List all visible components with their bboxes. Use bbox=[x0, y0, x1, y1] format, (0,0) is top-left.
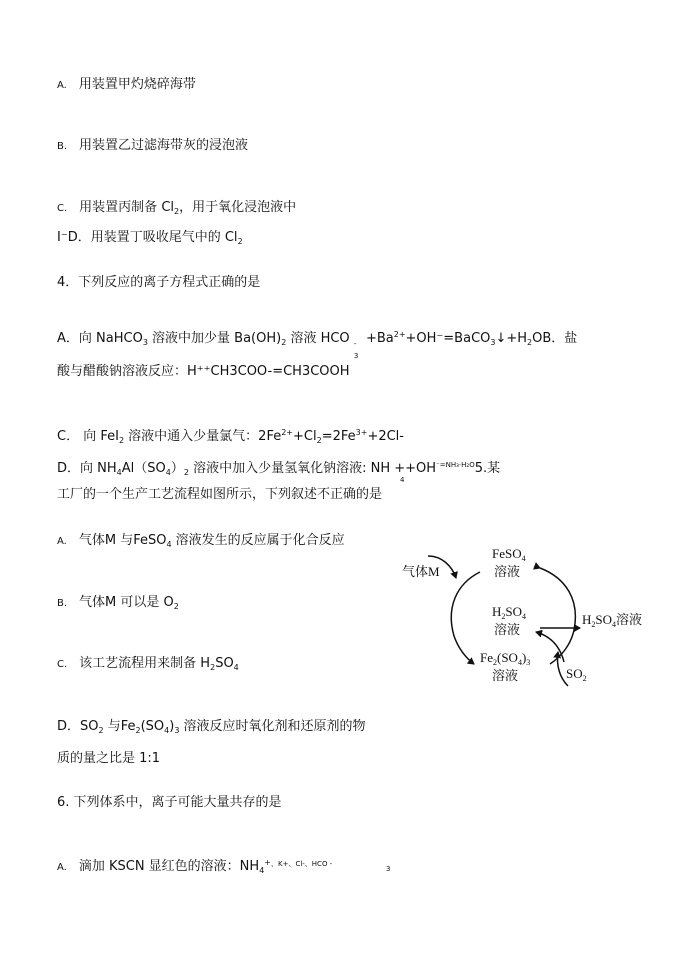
text: 溶液 HCO bbox=[286, 331, 350, 346]
question-4-stem: 4．下列反应的离子方程式正确的是 bbox=[57, 275, 261, 290]
fe2so43-label: $Fe_2(SO_4)_3$ bbox=[480, 650, 531, 667]
option-letter: C. bbox=[57, 203, 68, 214]
option-letter: C. bbox=[57, 659, 68, 670]
process-cycle-diagram bbox=[396, 538, 658, 688]
superscript: 2+ bbox=[281, 428, 294, 437]
text: 滴加 KSCN 显红色的溶液：NH bbox=[78, 859, 260, 874]
option-d-q3 bbox=[57, 230, 243, 250]
subscript: 4 bbox=[166, 540, 172, 549]
subscript: 3 bbox=[353, 352, 359, 360]
superscript: - bbox=[353, 340, 357, 348]
option-a-q3 bbox=[57, 77, 196, 94]
text: 溶液中加入少量氢氧化钠溶液: NH ++OH bbox=[188, 461, 437, 476]
subscript: 2 bbox=[316, 436, 322, 445]
superscript: 2+ bbox=[393, 330, 406, 339]
option-c-q3 bbox=[57, 200, 296, 220]
stray-subscript: 3 bbox=[386, 865, 391, 873]
subscript: 4 bbox=[165, 468, 171, 477]
text: ↓+H bbox=[495, 331, 528, 346]
text: A．向 NaHCO bbox=[57, 331, 143, 346]
option-text: 用装置乙过滤海带灰的浸泡液 bbox=[79, 138, 249, 153]
q5-option-d bbox=[57, 719, 366, 739]
subscript: 3 bbox=[174, 726, 180, 735]
cycle-arrow-left bbox=[451, 572, 480, 664]
text: 该工艺流程用来制备 H bbox=[79, 656, 211, 671]
subscript: 2 bbox=[98, 726, 104, 735]
feso4-label: FeSO$_4$ bbox=[492, 546, 526, 563]
option-text: ，用于氧化浸泡液中 bbox=[179, 200, 297, 215]
subscript: 3 bbox=[142, 338, 148, 347]
q4-option-c bbox=[57, 425, 404, 449]
text: D．SO bbox=[57, 719, 99, 734]
text: C． 向 FeI bbox=[57, 429, 119, 444]
subscript: 2 bbox=[210, 663, 216, 672]
formula: Cl bbox=[161, 200, 175, 215]
subscript: 4 bbox=[164, 726, 170, 735]
question-6-stem: 6. 下列体系中，离子可能大量共存的是 bbox=[57, 795, 282, 810]
option-letter: A. bbox=[57, 80, 67, 91]
q6-option-a bbox=[57, 855, 332, 879]
subscript: 4 bbox=[233, 663, 239, 672]
text: 5.某 bbox=[474, 461, 501, 476]
text: 溶液中通入少量氯气：2Fe bbox=[124, 429, 282, 444]
text: +OH⁻=BaCO bbox=[405, 331, 491, 346]
text: 与Fe bbox=[103, 719, 136, 734]
gas-m-label: 气体M bbox=[402, 564, 440, 579]
superscript: 、K+、Cl-、HCO - bbox=[270, 860, 333, 868]
stray-subscript: 4 bbox=[400, 476, 405, 484]
subscript: 2 bbox=[237, 237, 243, 246]
superscript: 3+ bbox=[355, 428, 368, 437]
q5-option-d-continued: 质的量之比是 1:1 bbox=[57, 751, 161, 766]
option-b-q3 bbox=[57, 138, 248, 155]
q4-option-a bbox=[57, 327, 578, 360]
option-letter: A. bbox=[57, 862, 67, 873]
q4-option-d bbox=[57, 457, 500, 481]
so2-label: $SO_2$ bbox=[566, 666, 587, 683]
text: 气体M 与FeSO bbox=[78, 533, 167, 548]
subscript: 2 bbox=[118, 436, 125, 445]
h2so4-output-label: $H_2SO_4$溶液 bbox=[582, 612, 643, 629]
text: 气体M 可以是 O bbox=[79, 595, 174, 610]
superscript: + bbox=[264, 858, 271, 867]
option-letter: A. bbox=[57, 536, 67, 547]
subscript: 2 bbox=[527, 338, 533, 347]
formula: Cl bbox=[224, 230, 238, 245]
subscript: 2 bbox=[281, 338, 287, 347]
feso4-solution-label: 溶液 bbox=[494, 564, 521, 579]
q4-option-b: 酸与醋酸钠溶液反应：H⁺⁺CH3COO-=CH3COOH bbox=[57, 364, 350, 379]
subscript: 3 bbox=[490, 338, 496, 347]
text: (SO bbox=[140, 719, 165, 734]
question-5-stem: 工厂的一个生产工艺流程如图所示，下列叙述不正确的是 bbox=[57, 487, 383, 502]
subscript: 2 bbox=[135, 726, 141, 735]
subscript: 4 bbox=[116, 468, 122, 477]
option-text: 用装置甲灼烧碎海带 bbox=[78, 77, 196, 92]
text: D．向 NH bbox=[57, 461, 117, 476]
superscript: ⁻=NH₃·H₂O bbox=[436, 461, 475, 469]
q5-option-b bbox=[57, 595, 179, 615]
text: =2Fe bbox=[321, 429, 356, 444]
h2so4-center-solution-label: 溶液 bbox=[494, 622, 521, 637]
subscript: 4 bbox=[259, 866, 265, 875]
text: +2Cl- bbox=[367, 429, 404, 444]
text: Al（SO bbox=[121, 461, 166, 476]
option-text: 用装置丙制备 bbox=[79, 200, 158, 215]
h2so4-center-label: $H_2SO_4$ bbox=[492, 604, 527, 621]
text: 溶液发生的反应属于化合反应 bbox=[171, 533, 345, 548]
text: 溶液反应时氧化剂和还原剂的物 bbox=[179, 719, 366, 734]
text: +Cl bbox=[293, 429, 317, 444]
text: SO bbox=[215, 656, 234, 671]
subscript: 2 bbox=[183, 468, 189, 477]
inner-arrow bbox=[536, 632, 564, 662]
option-text: I⁻D．用装置丁吸收尾气中的 bbox=[57, 230, 221, 245]
option-letter: B. bbox=[57, 598, 68, 609]
q5-option-c bbox=[57, 656, 239, 676]
text: +Ba bbox=[361, 331, 394, 346]
fe2so43-solution-label: 溶液 bbox=[492, 668, 519, 683]
option-letter: B. bbox=[57, 141, 68, 152]
subscript: 2 bbox=[174, 207, 180, 216]
text: ) bbox=[169, 719, 175, 734]
text: 溶液中加少量 Ba(OH) bbox=[147, 331, 282, 346]
text: OB．盐 bbox=[532, 331, 578, 346]
text: ） bbox=[170, 461, 184, 476]
cycle-arrow-right bbox=[540, 568, 575, 664]
q5-option-a bbox=[57, 533, 345, 553]
subscript: 2 bbox=[173, 602, 179, 611]
